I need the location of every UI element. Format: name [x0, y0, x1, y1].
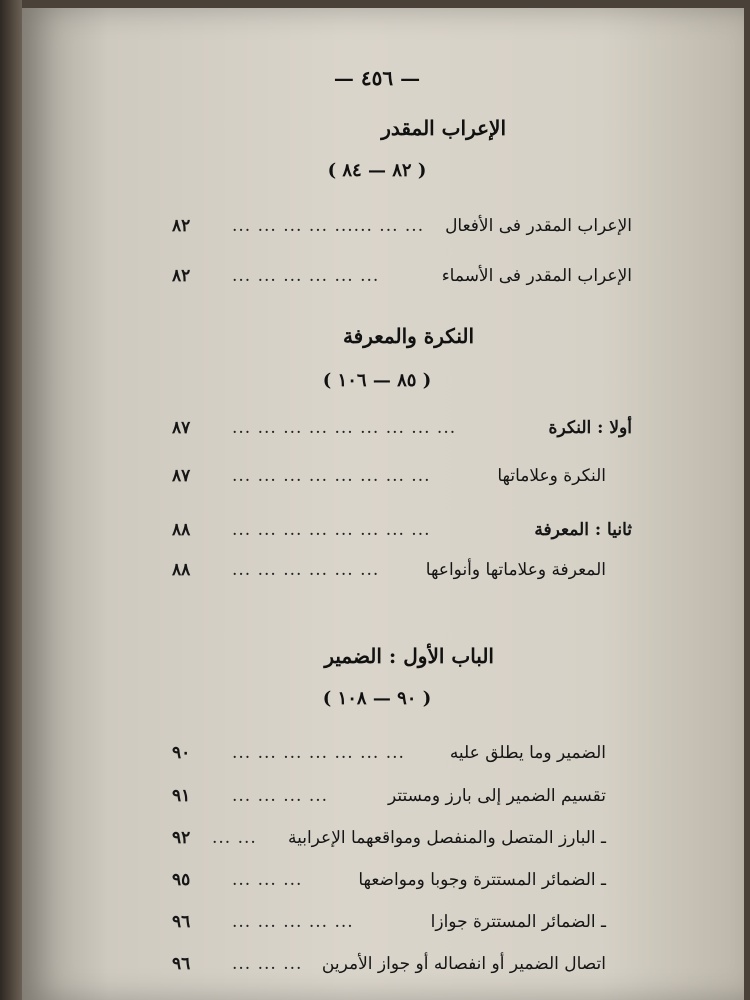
toc-entry: [172, 466, 632, 494]
section-range: ( ٨٥ — ١٠٦ ): [322, 370, 432, 391]
entry-leader-dots: ... ... ... ...: [232, 786, 329, 806]
section-heading: الإعراب المقدر: [381, 116, 506, 140]
book-spine: [0, 0, 22, 1000]
toc-entry: [172, 266, 632, 294]
entry-page-number: ٩٥: [172, 870, 191, 890]
section-range: ( ٨٢ — ٨٤ ): [327, 160, 427, 181]
book-page: [22, 8, 744, 1000]
entry-title: ثانيا : المعرفة: [534, 520, 632, 540]
entry-page-number: ٨٨: [172, 560, 191, 580]
entry-title: اتصال الضمير أو انفصاله أو جواز الأمرين: [321, 954, 606, 974]
section-heading: النكرة والمعرفة: [342, 324, 474, 348]
entry-leader-dots: ... ... ... ... ... ... ...: [232, 743, 405, 763]
entry-page-number: ٨٢: [172, 266, 191, 286]
entry-title: ـ الضمائر المستترة جوازا: [430, 912, 606, 932]
entry-leader-dots: ... ... ...: [232, 954, 303, 974]
entry-page-number: ٩٠: [172, 743, 191, 763]
section-heading: الباب الأول : الضمير: [324, 644, 494, 668]
toc-entry: [172, 912, 632, 940]
entry-title: المعرفة وعلاماتها وأنواعها: [425, 560, 606, 580]
toc-entry: [172, 560, 632, 588]
entry-leader-dots: ... ... ... ... ...: [232, 912, 354, 932]
entry-page-number: ٨٧: [172, 418, 191, 438]
entry-title: النكرة وعلاماتها: [497, 466, 606, 486]
section-range: ( ٩٠ — ١٠٨ ): [322, 688, 432, 709]
entry-title: ـ البارز المتصل والمنفصل ومواقعهما الإعرابية: [287, 828, 606, 848]
entry-page-number: ٩١: [172, 786, 191, 806]
entry-leader-dots: ... ... ...... ... ... ... ...: [232, 216, 425, 236]
toc-entry: [172, 520, 632, 548]
entry-leader-dots: ... ...: [212, 828, 257, 848]
toc-entry: [172, 216, 632, 244]
toc-entry: [172, 870, 632, 898]
entry-page-number: ٨٨: [172, 520, 191, 540]
entry-leader-dots: ... ... ... ... ... ... ... ... ...: [232, 418, 457, 438]
toc-entry: [172, 743, 632, 771]
entry-page-number: ٨٢: [172, 216, 191, 236]
entry-page-number: ٩٦: [172, 912, 191, 932]
entry-title: ـ الضمائر المستترة وجوبا ومواضعها: [358, 870, 606, 890]
entry-page-number: ٨٧: [172, 466, 191, 486]
entry-leader-dots: ... ... ... ... ... ...: [232, 560, 380, 580]
entry-title: الإعراب المقدر فى الأسماء: [441, 266, 632, 286]
entry-title: تقسيم الضمير إلى بارز ومستتر: [387, 786, 606, 806]
entry-leader-dots: ... ... ... ... ... ... ... ...: [232, 520, 431, 540]
entry-leader-dots: ... ... ... ... ... ... ... ...: [232, 466, 431, 486]
entry-leader-dots: ... ... ... ... ... ...: [232, 266, 380, 286]
entry-title: الإعراب المقدر فى الأفعال: [445, 216, 632, 236]
page-number: — ٤٥٦ —: [333, 66, 421, 90]
toc-entry: [172, 828, 632, 856]
entry-leader-dots: ... ... ...: [232, 870, 303, 890]
toc-entry: [172, 786, 632, 814]
entry-page-number: ٩٦: [172, 954, 191, 974]
toc-entry: [172, 418, 632, 446]
toc-entry: [172, 954, 632, 982]
entry-title: أولا : النكرة: [548, 418, 632, 438]
entry-page-number: ٩٢: [172, 828, 191, 848]
entry-title: الضمير وما يطلق عليه: [449, 743, 606, 763]
